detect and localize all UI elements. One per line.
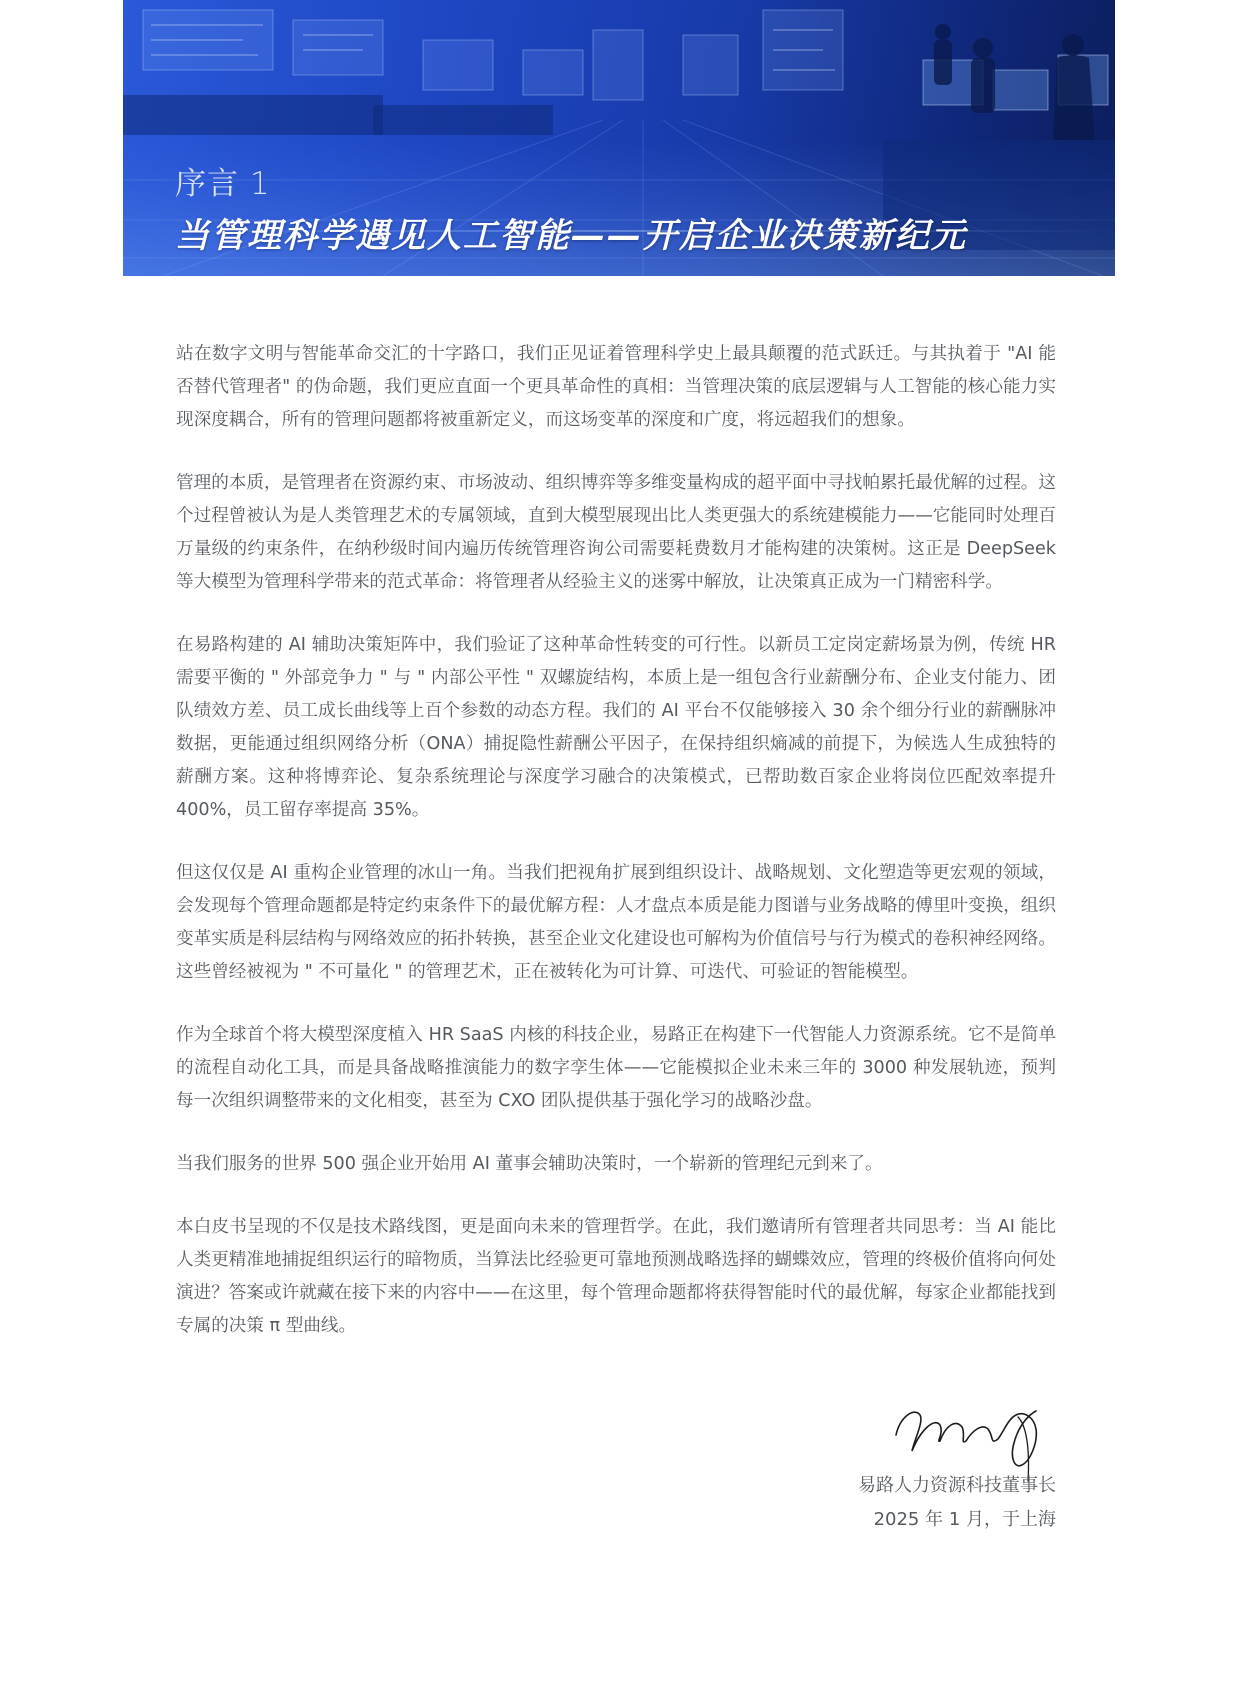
header-banner (123, 0, 1115, 276)
banner-subtitle: 序言 1 (175, 166, 271, 202)
paragraph: 但这仅仅是 AI 重构企业管理的冰山一角。当我们把视角扩展到组织设计、战略规划、文化塑造等更宏观的领域，会发现每个管理命题都是特定约束条件下的最优解方程：人才盘点本质是能力图谱与业务战略的傅里叶变换，组织变革实质是科层结构与网络效应的拓扑转换，甚至企业文化建设也可解构为价值信号与行为模式的卷积神经网络。这些曾经被视为 " 不可量化 " 的管理艺术，正在被转化为可计算、可迭代、可验证的智能模型。 (176, 863, 1056, 982)
preface-body (176, 338, 1056, 1373)
signoff-date: 2025 年 1 月，于上海 (873, 1509, 1056, 1530)
paragraph: 当我们服务的世界 500 强企业开始用 AI 董事会辅助决策时，一个崭新的管理纪元到来了。 (176, 1154, 883, 1174)
signoff-organization: 易路人力资源科技董事长 (858, 1475, 1056, 1496)
paragraph: 在易路构建的 AI 辅助决策矩阵中，我们验证了这种革命性转变的可行性。以新员工定岗定薪场景为例，传统 HR 需要平衡的 " 外部竞争力 " 与 " 内部公平性 " 双螺旋结构，本质上是一组包含行业薪酬分布、企业支付能力、团队绩效方差、员工成长曲线等上百个参数的动态方程。我们的 AI 平台不仅能够接入 30 余个细分行业的薪酬脉冲数据，更能通过组织网络分析（ONA）捕捉隐性薪酬公平因子，在保持组织熵减的前提下，为候选人生成独特的薪酬方案。这种将博弈论、复杂系统理论与深度学习融合的决策模式，已帮助数百家企业将岗位匹配效率提升 400%，员工留存率提高 35%。 (176, 635, 1056, 820)
paragraph: 本白皮书呈现的不仅是技术路线图，更是面向未来的管理哲学。在此，我们邀请所有管理者共同思考：当 AI 能比人类更精准地捕捉组织运行的暗物质，当算法比经验更可靠地预测战略选择的蝴蝶效应，管理的终极价值将向何处演进？答案或许就藏在接下来的内容中——在这里，每个管理命题都将获得智能时代的最优解，每家企业都能找到专属的决策 π 型曲线。 (176, 1217, 1056, 1336)
paragraph: 管理的本质，是管理者在资源约束、市场波动、组织博弈等多维变量构成的超平面中寻找帕累托最优解的过程。这个过程曾被认为是人类管理艺术的专属领域，直到大模型展现出比人类更强大的系统建模能力——它能同时处理百万量级的约束条件，在纳秒级时间内遍历传统管理咨询公司需要耗费数月才能构建的决策树。这正是 DeepSeek 等大模型为管理科学带来的范式革命：将管理者从经验主义的迷雾中解放，让决策真正成为一门精密科学。 (176, 473, 1056, 592)
paragraph: 作为全球首个将大模型深度植入 HR SaaS 内核的科技企业，易路正在构建下一代智能人力资源系统。它不是简单的流程自动化工具，而是具备战略推演能力的数字孪生体——它能模拟企业未来三年的 3000 种发展轨迹，预判每一次组织调整带来的文化相变，甚至为 CXO 团队提供基于强化学习的战略沙盘。 (176, 1025, 1056, 1111)
page-title: 当管理科学遇见人工智能——开启企业决策新纪元 (175, 216, 967, 256)
paragraph: 站在数字文明与智能革命交汇的十字路口，我们正见证着管理科学史上最具颠覆的范式跃迁。与其执着于 "AI 能否替代管理者" 的伪命题，我们更应直面一个更具革命性的真相：当管理决策的底层逻辑与人工智能的核心能力实现深度耦合，所有的管理问题都将被重新定义，而这场变革的深度和广度，将远超我们的想象。 (176, 344, 1056, 430)
